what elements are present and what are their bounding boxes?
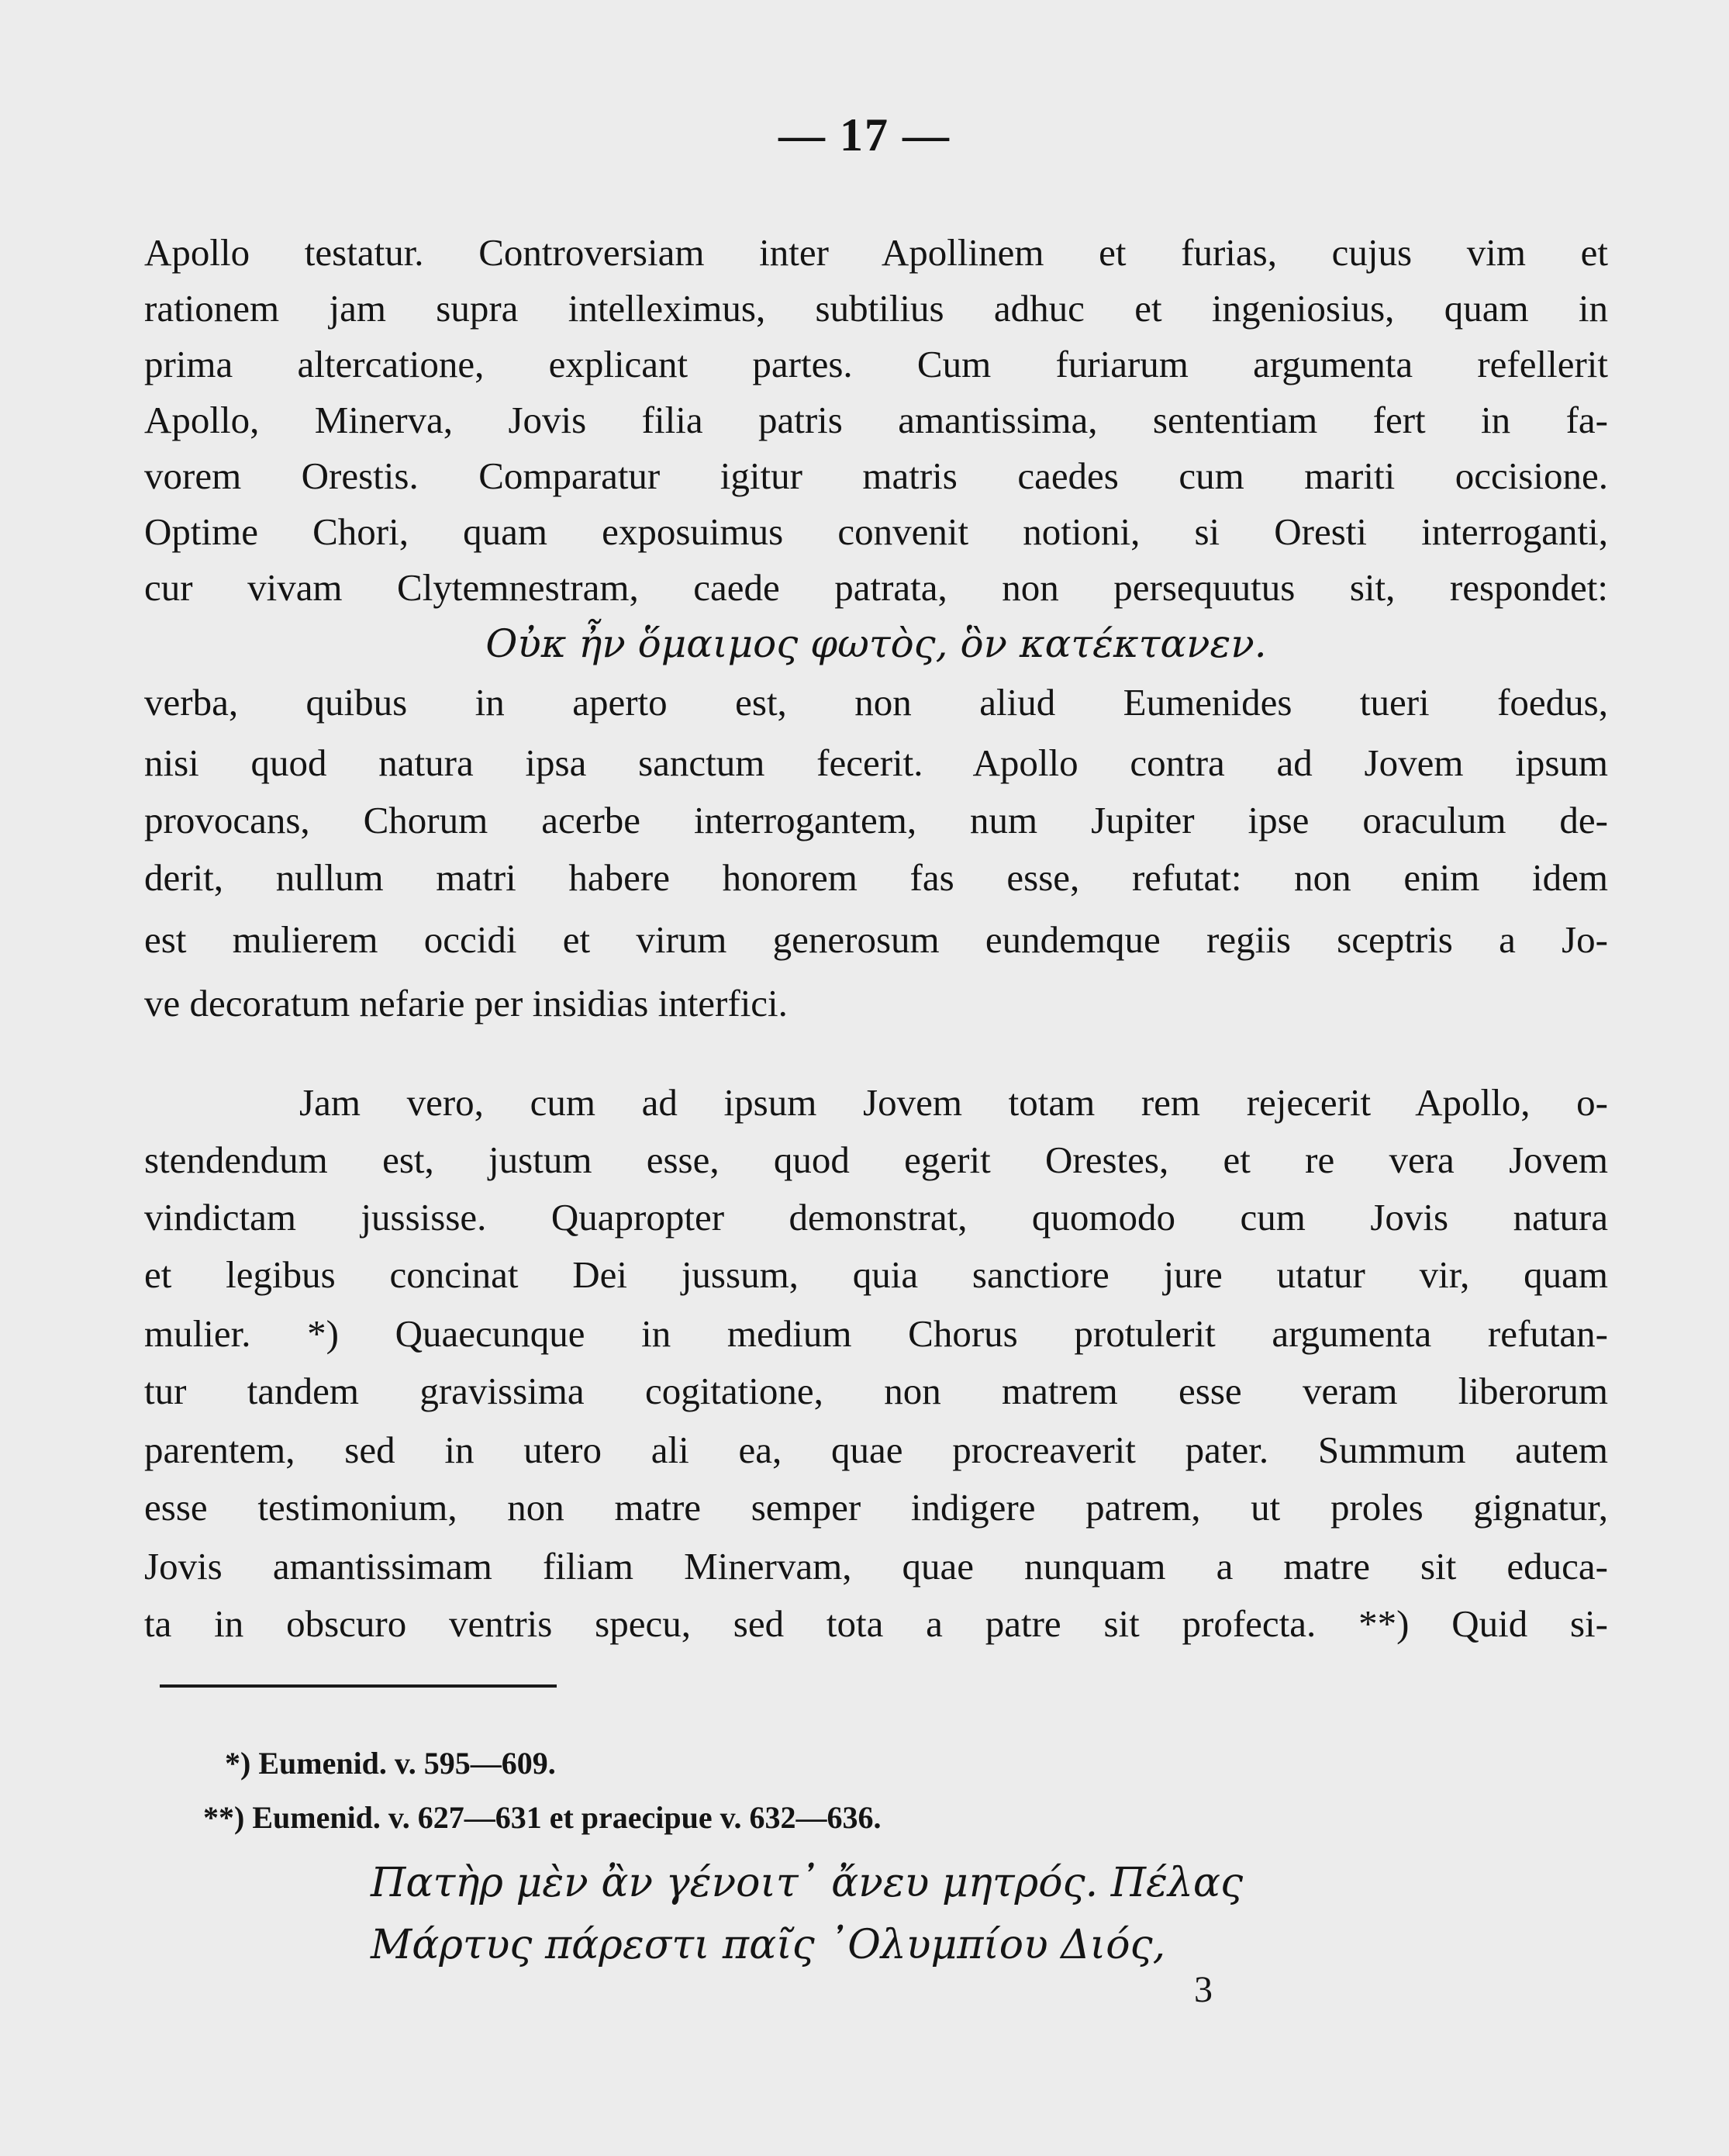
text-line: Optime Chori, quam exposuimus convenit notioni, si Oresti interroganti, — [144, 510, 1608, 553]
text-line: est mulierem occidi et virum generosum eundemque regiis sceptris a Jo- — [144, 918, 1608, 961]
text-line: verba, quibus in aperto est, non aliud Eumenides tueri foedus, — [144, 681, 1608, 724]
text-line: cur vivam Clytemnestram, caede patrata, non persequutus sit, respondet: — [144, 566, 1608, 609]
text-line: esse testimonium, non matre semper indigere patrem, ut proles gignatur, — [144, 1486, 1608, 1529]
text-line: prima altercatione, explicant partes. Cum furiarum argumenta refellerit — [144, 343, 1608, 385]
footnote-2: **) Eumenid. v. 627—631 et praecipue v. 632—636. — [203, 1800, 882, 1835]
greek-verse-line: Μάρτυς πάρεστι παῖς ᾿Ολυμπίου Διός, — [371, 1922, 1166, 1968]
text-line: stendendum est, justum esse, quod egerit Orestes, et re vera Jovem — [144, 1138, 1608, 1181]
text-line: Apollo testatur. Controversiam inter Apollinem et furias, cujus vim et — [144, 231, 1608, 274]
footnote-separator-rule — [160, 1684, 557, 1688]
text-line: mulier. *) Quaecunque in medium Chorus protulerit argumenta refutan- — [144, 1312, 1608, 1355]
page-number-header: — 17 — — [778, 109, 951, 161]
text-line: Apollo, Minerva, Jovis filia patris amantissima, sententiam fert in fa- — [144, 399, 1608, 441]
text-line: derit, nullum matri habere honorem fas esse, refutat: non enim idem — [144, 856, 1608, 899]
text-line: vindictam jussisse. Quapropter demonstrat, quomodo cum Jovis natura — [144, 1196, 1608, 1239]
text-line: ve decoratum nefarie per insidias interfici. — [144, 982, 788, 1024]
greek-verse-line: Πατὴρ μὲν ἂν γένοιτ᾽ ἄνευ μητρός. Πέλας — [371, 1860, 1244, 1906]
text-line: tur tandem gravissima cogitatione, non matrem esse veram liberorum — [144, 1370, 1608, 1412]
text-line: rationem jam supra intelleximus, subtilius adhuc et ingeniosius, quam in — [144, 287, 1608, 330]
signature-mark: 3 — [1194, 1969, 1213, 2010]
text-line: nisi quod natura ipsa sanctum fecerit. Apollo contra ad Jovem ipsum — [144, 741, 1608, 784]
text-line: et legibus concinat Dei jussum, quia sanctiore jure utatur vir, quam — [144, 1253, 1608, 1296]
text-line: Jam vero, cum ad ipsum Jovem totam rem rejecerit Apollo, o- — [299, 1081, 1608, 1124]
text-line: vorem Orestis. Comparatur igitur matris caedes cum mariti occisione. — [144, 454, 1608, 497]
text-line: Jovis amantissimam filiam Minervam, quae nunquam a matre sit educa- — [144, 1545, 1608, 1588]
text-line: ta in obscuro ventris specu, sed tota a patre sit profecta. **) Quid si- — [144, 1602, 1608, 1645]
greek-quotation: Οὐκ ἦν ὅμαιμος φωτὸς, ὃν κατέκτανεν. — [485, 621, 1267, 666]
text-line: parentem, sed in utero ali ea, quae procreaverit pater. Summum autem — [144, 1429, 1608, 1471]
text-line: provocans, Chorum acerbe interrogantem, num Jupiter ipse oraculum de- — [144, 799, 1608, 841]
footnote-1: *) Eumenid. v. 595—609. — [225, 1746, 556, 1781]
